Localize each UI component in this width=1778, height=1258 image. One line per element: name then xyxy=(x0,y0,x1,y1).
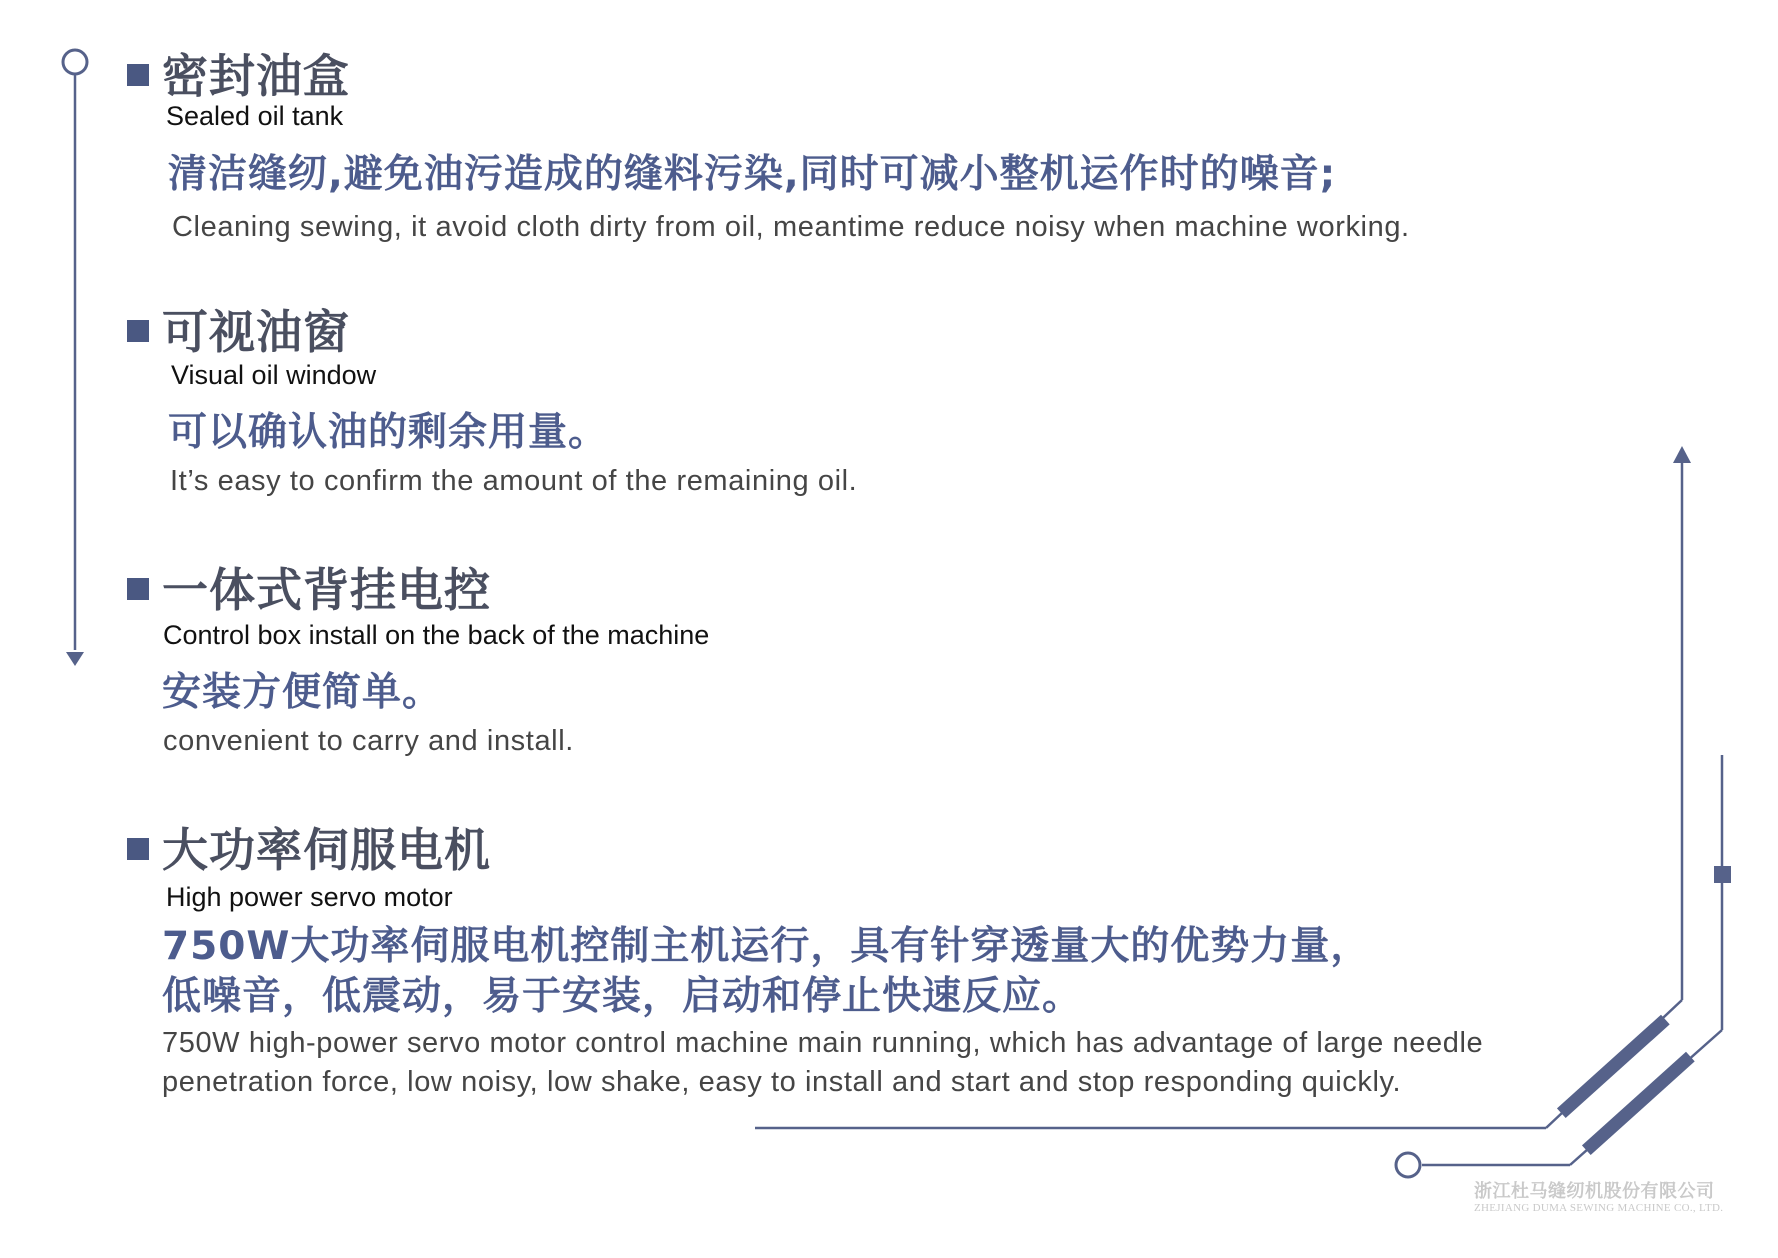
section-desc-cn: 可以确认油的剩余用量。 xyxy=(168,410,609,455)
section-desc-cn-line1: 750W大功率伺服电机控制主机运行，具有针穿透量大的优势力量， xyxy=(162,924,1371,969)
left-arrow-down-icon xyxy=(66,652,84,666)
section-desc-en: Cleaning sewing, it avoid cloth dirty from oil, meantime reduce noisy when machine working. xyxy=(172,211,1410,243)
bottom-circle-icon xyxy=(1396,1153,1420,1177)
section-desc-en: 750W high-power servo motor control machine main running, which has advantage of large needle penetration force, low noisy, low shake, easy to install and start and stop responding quickly. xyxy=(162,1027,1484,1098)
section-desc-cn-line2: 低噪音，低震动，易于安装，启动和停止快速反应。 xyxy=(162,974,1083,1019)
right-small-square xyxy=(1714,866,1731,883)
section-desc-cn: 安装方便简单。 xyxy=(162,670,443,715)
section-title-en: Control box install on the back of the machine xyxy=(163,620,710,650)
section-title-en: Visual oil window xyxy=(171,360,377,390)
section-desc-en: convenient to carry and install. xyxy=(163,725,574,757)
company-name-en: ZHEJIANG DUMA SEWING MACHINE CO., LTD. xyxy=(1474,1202,1724,1214)
section-title-cn: 一体式背挂电控 xyxy=(162,563,491,617)
section-title-cn: 可视油窗 xyxy=(162,305,350,359)
section-desc-en: It’s easy to confirm the amount of the remaining oil. xyxy=(170,465,858,497)
bullet-square-icon xyxy=(127,578,149,600)
section-title-en: High power servo motor xyxy=(166,882,453,912)
bullet-square-icon xyxy=(127,64,149,86)
right-arrow-up-icon xyxy=(1673,446,1691,463)
diagonal-bar-2 xyxy=(1582,1052,1695,1155)
bullet-square-icon xyxy=(127,320,149,342)
section-title-en: Sealed oil tank xyxy=(166,101,344,131)
company-name-cn: 浙江杜马缝纫机股份有限公司 xyxy=(1474,1181,1715,1202)
section-desc-cn: 清洁缝纫,避免油污造成的缝料污染,同时可减小整机运作时的噪音; xyxy=(168,152,1337,197)
bullet-square-icon xyxy=(127,838,149,860)
top-left-circle-icon xyxy=(63,50,87,74)
section-title-cn: 密封油盒 xyxy=(162,49,350,103)
diagonal-bar-1 xyxy=(1557,1015,1670,1118)
section-title-cn: 大功率伺服电机 xyxy=(162,823,491,877)
